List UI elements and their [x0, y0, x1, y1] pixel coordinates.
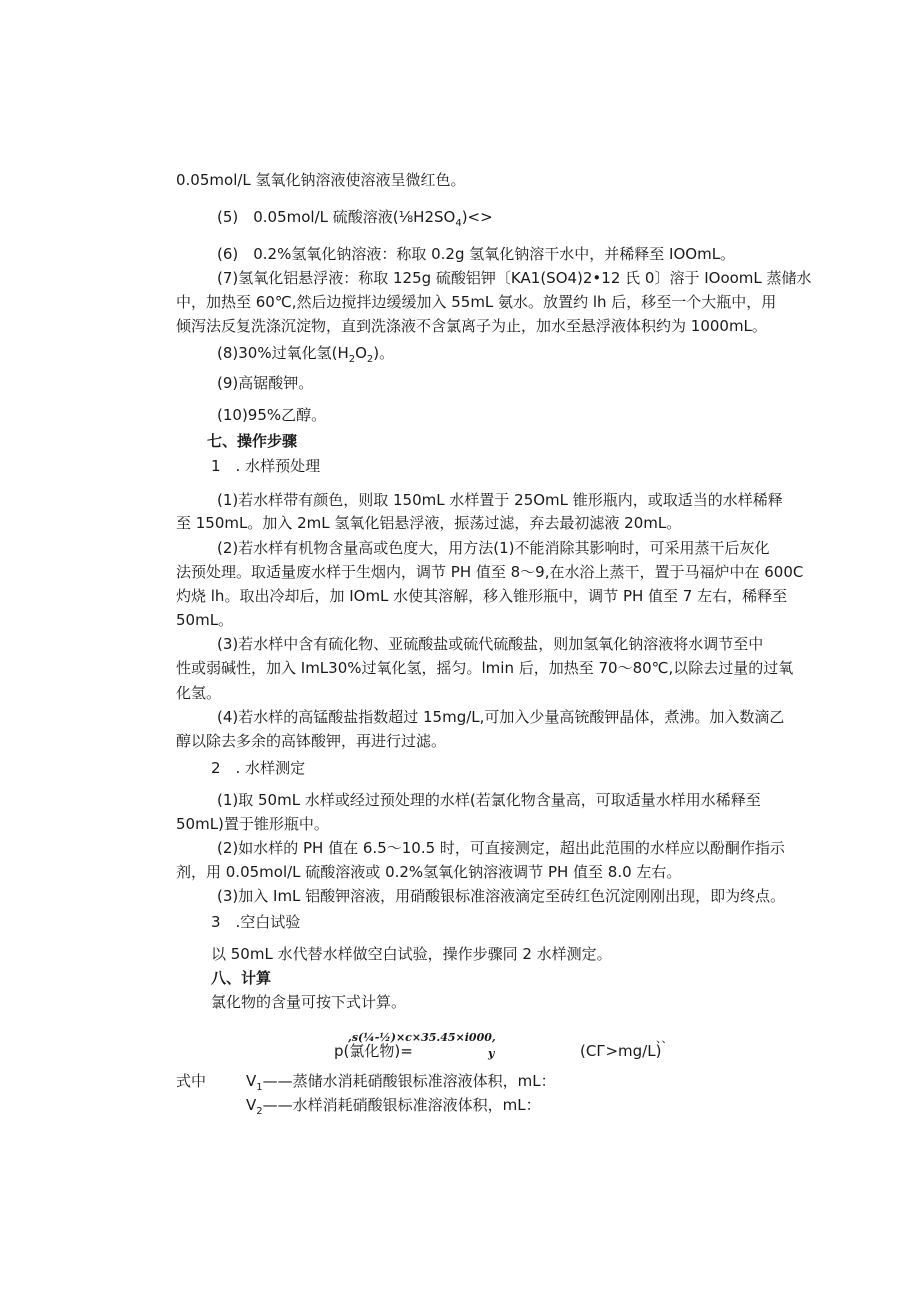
text-line: (1)取 50mL 水样或经过预处理的水样(若氯化物含量高，可取适量水样用水稀释至 — [217, 791, 761, 809]
legend-label: 式中 — [176, 1072, 207, 1090]
text-line: (9)高锯酸钾。 — [217, 374, 314, 392]
formula-unit: (CГ>mg/L) — [580, 1042, 662, 1060]
text-line: (2)如水样的 PH 值在 6.5～10.5 时，可直接测定，超出此范围的水样应以酚酮作指示 — [217, 839, 785, 857]
text-line: 醇以除去多余的高钵酸钾，再进行过滤。 — [176, 732, 447, 750]
text-line: 化氢。 — [176, 684, 222, 702]
legend-line: $V_1——$蒸储水消耗硝酸银标准溶液体积，mL： — [246, 1072, 556, 1093]
formula-denominator: y — [488, 1047, 495, 1060]
text-line: (7)氢氧化铝悬浮液：称取 125g 硫酸铝钾〔KA1(SO4)2•12 氏 0〕溶于 IOoomL 蒸储水 — [217, 269, 812, 287]
text-line: 中，加热至 60℃,然后边搅拌边缓缓加入 55mL 氨水。放置约 lh 后，移至一个大瓶中，用 — [176, 293, 777, 311]
text-line: 法预处理。取适量废水样于生烟内，调节 PH 值至 8～9,在水浴上蒸干，置于马福炉中在 600C — [176, 563, 804, 581]
text-line: (2)若水样有机物含量高或色度大，用方法(1)不能消除其影响时，可采用蒸干后灰化 — [217, 539, 770, 557]
text-line: (3)加入 ImL 铝酸钾溶液，用硝酸银标准溶液滴定至砖红色沉淀刚刚出现，即为终点。 — [217, 887, 786, 905]
text-line: (5) 0.05mol/L 硫酸溶液$(\frac{1}{8}H2SO_4)<>$ — [217, 208, 493, 229]
text-line: 灼烧 lh。取出冷却后，加 IOmL 水使其溶解，移入锥形瓶中，调节 PH 值至 7 左右，稀释至 — [176, 587, 788, 605]
text-line: 性或弱碱性，加入 ImL30%过氧化氢，摇匀。lmin 后，加热至 70～80℃,以除去过量的过氧 — [176, 659, 794, 677]
text-line: (10)95%乙醇。 — [217, 406, 327, 424]
text-line: 至 150mL。加入 2mL 氢氧化铝悬浮液，振荡过滤，弃去最初滤液 20mL。 — [176, 514, 682, 532]
text-line: 以 50mL 水代替水样做空白试验，操作步骤同 2 水样测定。 — [211, 945, 612, 963]
text-line: (1)若水样带有颜色，则取 150mL 水样置于 25OmL 锥形瓶内，或取适当的水样稀释 — [217, 491, 783, 509]
subsection-heading: 1 . 水样预处理 — [211, 457, 321, 475]
text-line: 氯化物的含量可按下式计算。 — [211, 993, 407, 1011]
text-line: (8)30%过氧化氢$(H_2O_2)$。 — [217, 344, 395, 365]
section-heading: 七、操作步骤 — [207, 432, 298, 450]
subsection-heading: 3 .空白试验 — [211, 913, 301, 931]
text-line: 倾泻法反复洗涤沉淀物，直到洗涤液不含氯离子为止，加水至悬浮液体积约为 1000mL。 — [176, 317, 767, 335]
subsection-heading: 2 . 水样测定 — [211, 759, 306, 777]
formula-numerator: ,s(¼-½)×c×35.45×i000, — [348, 1031, 496, 1044]
legend-line: $V_2——$水样消耗硝酸银标准溶液体积，mL： — [246, 1096, 541, 1117]
text-line: 剂，用 0.05mol/L 硫酸溶液或 0.2%氢氧化钠溶液调节 PH 值至 8.0 左右。 — [176, 863, 682, 881]
formula-mark: 、、 — [656, 1032, 673, 1045]
text-line: (3)若水样中含有硫化物、亚硫酸盐或硫代硫酸盐，则加氢氧化钠溶液将水调节至中 — [217, 635, 764, 653]
text-line: (4)若水样的高锰酸盐指数超过 15mg/L,可加入少量高铳酸钾晶体，煮沸。加入数滴乙 — [217, 708, 785, 726]
text-line: 50mL。 — [176, 611, 234, 629]
section-heading: 八、计算 — [211, 969, 272, 987]
text-line: 50mL)置于锥形瓶中。 — [176, 815, 329, 833]
text-line: 0.05mol/L 氢氧化钠溶液使溶液呈微红色。 — [176, 171, 466, 189]
text-line: (6) 0.2%氢氧化钠溶液：称取 0.2g 氢氧化钠溶干水中，并稀释至 IOOmL。 — [217, 245, 736, 263]
formula-lhs: p(氯化物)= — [334, 1042, 413, 1060]
